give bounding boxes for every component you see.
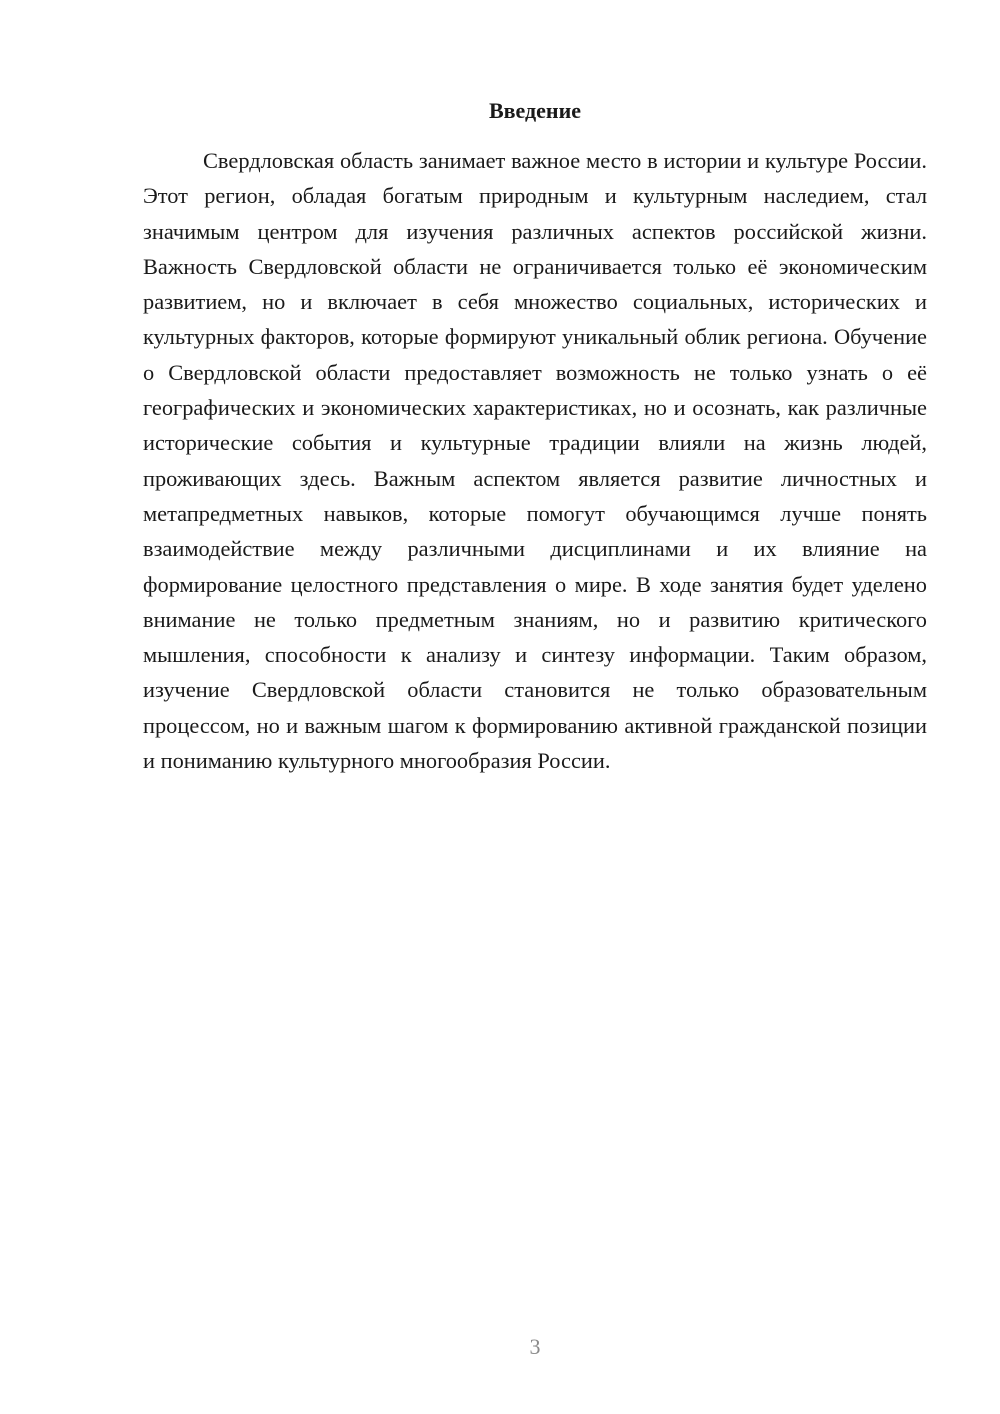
page-number: 3 [529, 1334, 541, 1359]
section-heading: Введение [488, 98, 582, 123]
body-paragraph: Свердловская область занимает важное место в истории и культуре России. Этот регион, обладая богатым природным и культурным наследием, стал значимым центром для изучения различных аспектов российской жизни. Важность Свердловской области не ограничивается только её экономическим развитием, но и включает в себя множество социальных, исторических и культурных факторов, которые формируют уникальный облик региона. Обучение о Свердловской области предоставляет возможность не только узнать о её географических и экономических характеристиках, но и осознать, как различные исторические события и культурные традиции влияли на жизнь людей, проживающих здесь. Важным аспектом является развитие личностных и метапредметных навыков, которые помогут обучающимся лучше понять взаимодействие между различными дисциплинами и их влияние на формирование целостного представления о мире. В ходе занятия будет уделено внимание не только предметным знаниям, но и развитию критического мышления, способности к анализу и синтезу информации. Таким образом, изучение Свердловской области становится не только образовательным процессом, но и важным шагом к формированию активной гражданской позиции и пониманию культурного многообразия России. [143, 148, 927, 774]
